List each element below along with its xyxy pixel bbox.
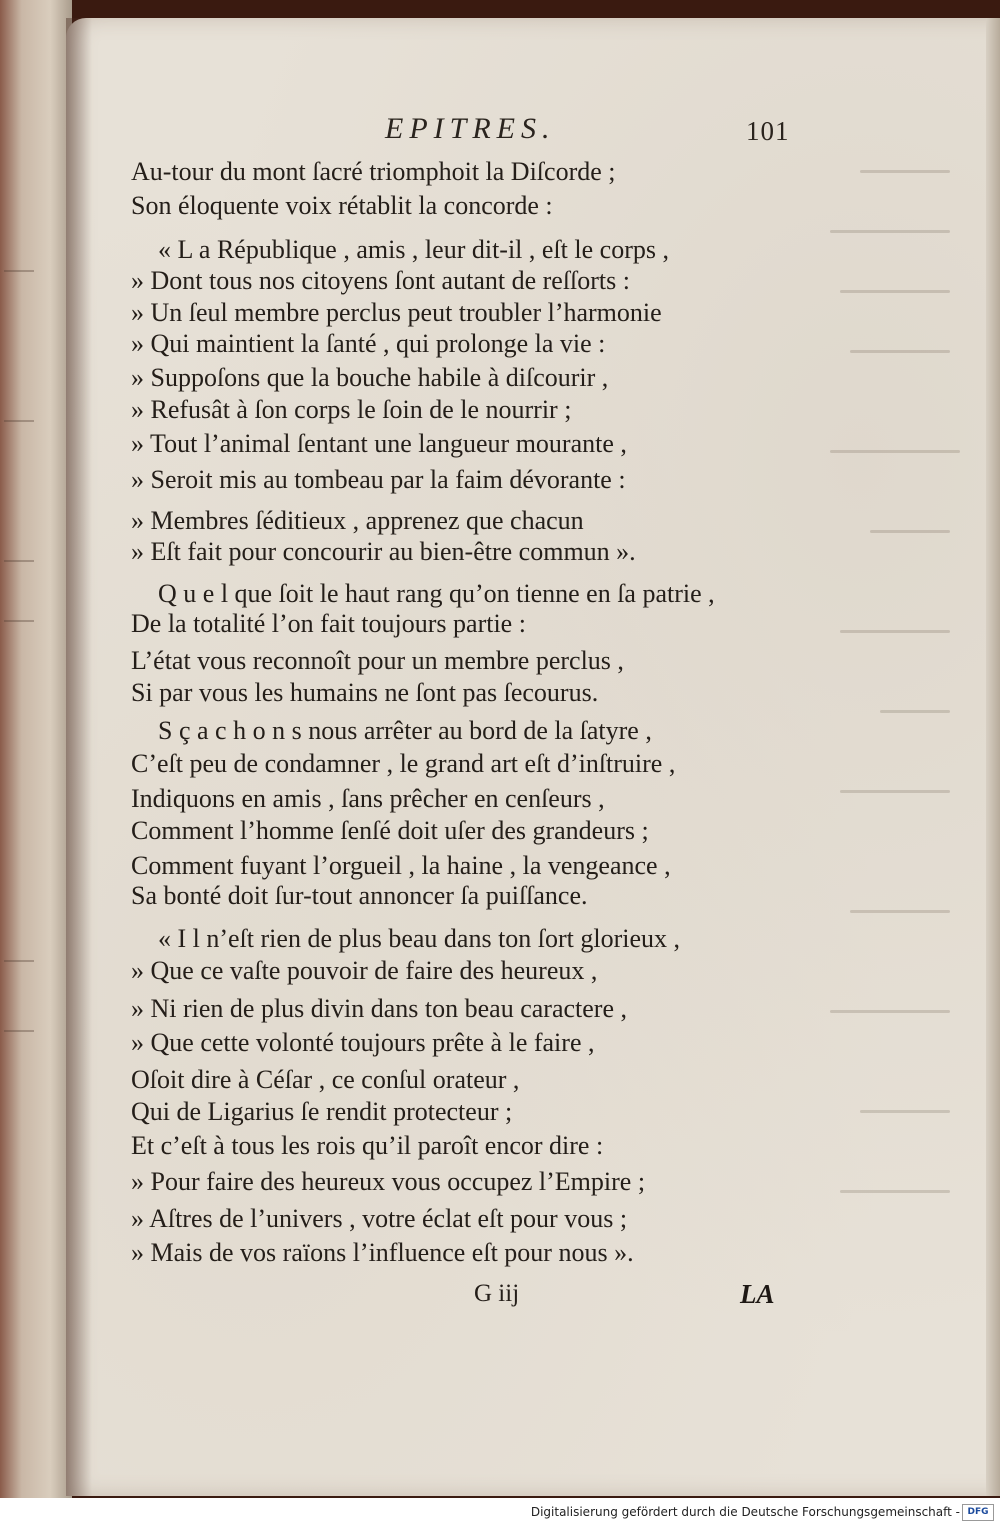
- running-title: EPITRES.: [385, 112, 556, 145]
- verse-line: Son éloquente voix rétablit la concorde :: [131, 191, 553, 220]
- credit-bar: [0, 1498, 1000, 1526]
- running-header: [0, 112, 1000, 152]
- page-number: 101: [746, 116, 790, 146]
- verse-line: » Seroit mis au tombeau par la faim dévorante :: [131, 465, 626, 494]
- verse-line: L’état vous reconnoît pour un membre perclus ,: [131, 646, 624, 675]
- previous-page-edge: [0, 0, 72, 1498]
- verse-line: Sa bonté doit ſur-tout annoncer ſa puiſſance.: [131, 881, 588, 910]
- verse-line: Oſoit dire à Céſar , ce conſul orateur ,: [131, 1065, 520, 1094]
- verse-line: » Mais de vos raïons l’influence eſt pour nous ».: [131, 1238, 634, 1267]
- dfg-logo-icon: DFG: [962, 1504, 994, 1521]
- verse-line: » Un ſeul membre perclus peut troubler l’harmonie: [131, 298, 662, 327]
- verse-line: S ç a c h o n s nous arrêter au bord de la ſatyre ,: [158, 716, 652, 745]
- verse-line: » Que ce vaſte pouvoir de faire des heureux ,: [131, 956, 598, 985]
- verse-line: Si par vous les humains ne ſont pas ſecourus.: [131, 678, 599, 707]
- verse-line: Au-tour du mont ſacré triomphoit la Diſcorde ;: [131, 157, 616, 186]
- verse-line: Q u e l que ſoit le haut rang qu’on tienne en ſa patrie ,: [158, 579, 715, 608]
- verse-line: Qui de Ligarius ſe rendit protecteur ;: [131, 1097, 513, 1126]
- catchword: LA: [740, 1279, 775, 1309]
- verse-line: Et c’eſt à tous les rois qu’il paroît encor dire :: [131, 1131, 604, 1160]
- verse-line: » Pour faire des heureux vous occupez l’Empire ;: [131, 1167, 646, 1196]
- verse-line: C’eſt peu de condamner , le grand art eſt d’inſtruire ,: [131, 749, 676, 778]
- verse-line: » Membres ſéditieux , apprenez que chacun: [131, 506, 584, 535]
- verse-line: Comment fuyant l’orgueil , la haine , la vengeance ,: [131, 851, 671, 880]
- verse-line: » Suppoſons que la bouche habile à diſcourir ,: [131, 363, 609, 392]
- verse-line: Indiquons en amis , ſans prêcher en cenſeurs ,: [131, 784, 605, 813]
- verse-line: » Refusât à ſon corps le ſoin de le nourrir ;: [131, 395, 572, 424]
- signature-mark: G iij: [474, 1280, 520, 1307]
- verse-line: » Dont tous nos citoyens ſont autant de reſſorts :: [131, 266, 630, 295]
- verse-line: » Tout l’animal ſentant une langueur mourante ,: [131, 429, 627, 458]
- verse-line: » Eſt fait pour concourir au bien-être commun ».: [131, 537, 636, 566]
- verse-line: « L a République , amis , leur dit-il , eſt le corps ,: [158, 235, 669, 264]
- verse-line: » Ni rien de plus divin dans ton beau caractere ,: [131, 994, 627, 1023]
- spine-shadow: [66, 18, 92, 1496]
- verse-line: De la totalité l’on fait toujours partie :: [131, 609, 526, 638]
- verse-line: Comment l’homme ſenſé doit uſer des grandeurs ;: [131, 816, 649, 845]
- verse-line: » Que cette volonté toujours prête à le faire ,: [131, 1028, 595, 1057]
- verse-line: « I l n’eſt rien de plus beau dans ton ſort glorieux ,: [158, 924, 681, 953]
- funding-credit: Digitalisierung gefördert durch die Deutsche Forschungsgemeinschaft -: [530, 1505, 960, 1519]
- show-through-text: [820, 150, 980, 1300]
- verse-line: » Qui maintient la ſanté , qui prolonge la vie :: [131, 329, 606, 358]
- page-right-edge: [986, 18, 1000, 1496]
- verse-line: » Aſtres de l’univers , votre éclat eſt pour vous ;: [131, 1204, 628, 1233]
